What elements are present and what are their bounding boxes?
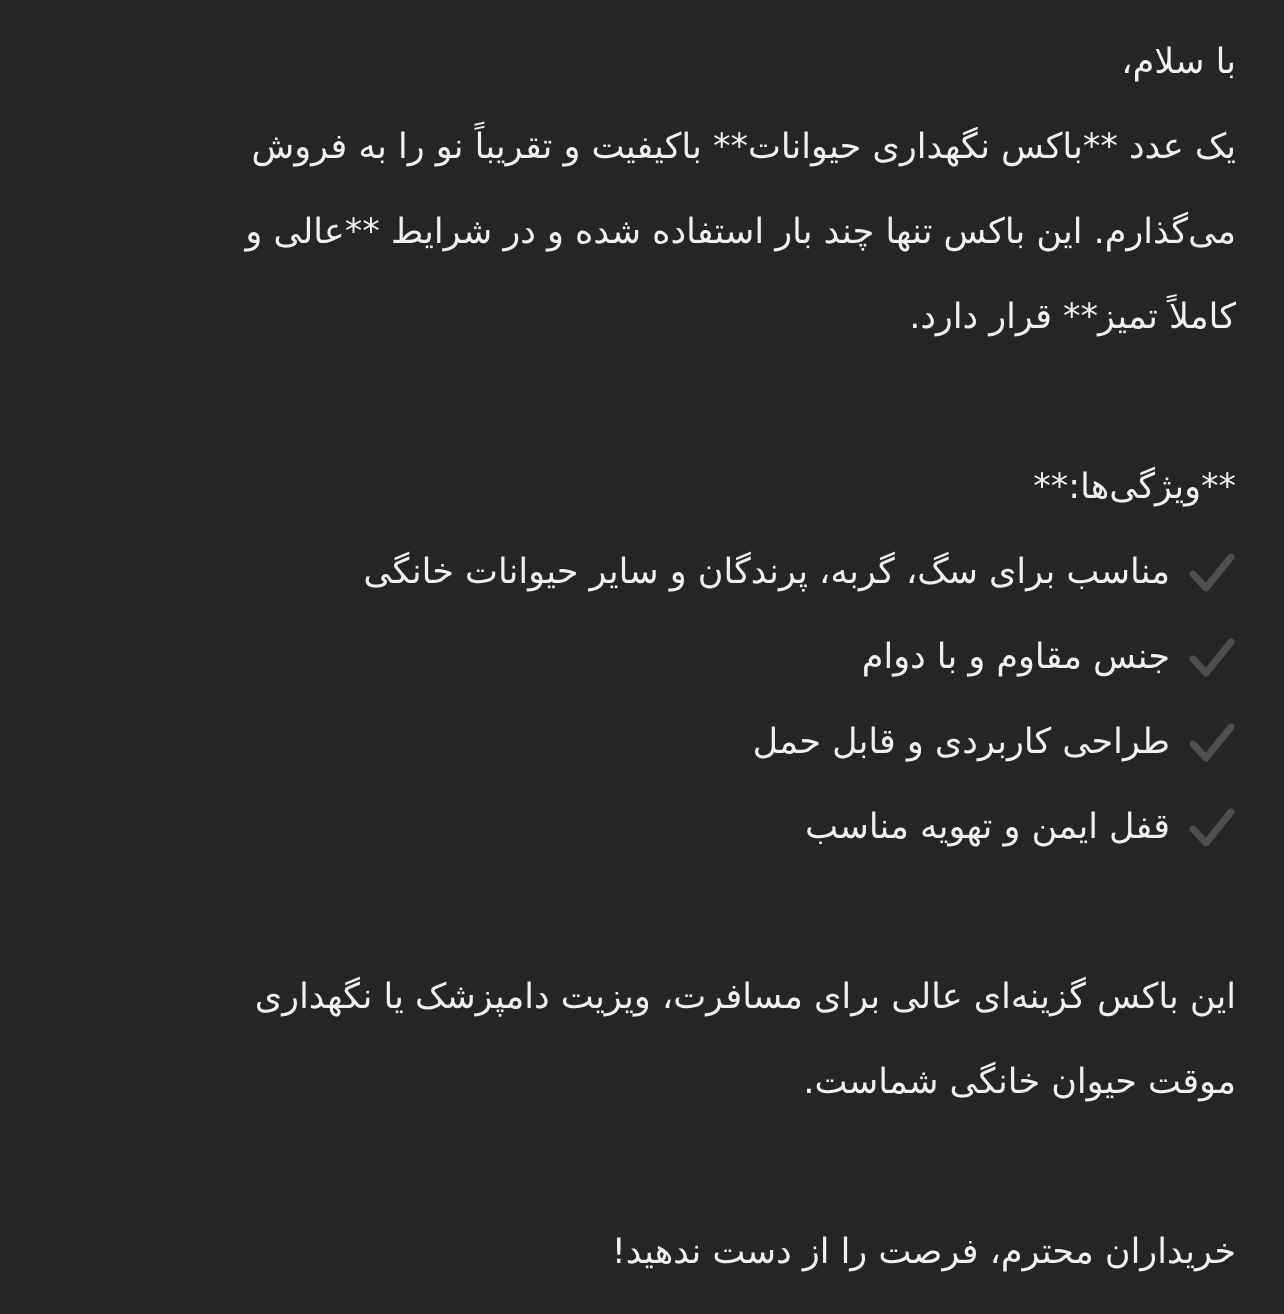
check-mark-icon xyxy=(1188,634,1236,682)
spacer xyxy=(48,360,1236,445)
check-mark-icon xyxy=(1188,549,1236,597)
intro-line-2: می‌گذارم. این باکس تنها چند بار استفاده شده و در شرایط **عالی و xyxy=(245,212,1236,252)
spacer xyxy=(48,1125,1236,1210)
feature-item xyxy=(48,530,1236,615)
intro-line-3: کاملاً تمیز** قرار دارد. xyxy=(909,297,1236,337)
check-mark-icon xyxy=(1188,719,1236,767)
feature-text: طراحی کاربردی و قابل حمل xyxy=(752,722,1170,762)
closing-line-2: موقت حیوان خانگی شماست. xyxy=(803,1062,1236,1102)
feature-text: مناسب برای سگ، گربه، پرندگان و سایر حیوانات خانگی xyxy=(363,552,1170,592)
greeting-text: با سلام، xyxy=(1121,42,1236,82)
feature-item xyxy=(48,700,1236,785)
final-call-to-action: خریداران محترم، فرصت را از دست ندهید! xyxy=(611,1232,1236,1272)
feature-item xyxy=(48,785,1236,870)
intro-line-1: یک عدد **باکس نگهداری حیوانات** باکیفیت و تقریباً نو را به فروش xyxy=(251,127,1236,167)
features-list xyxy=(48,530,1236,870)
features-heading: **ویژگی‌ها:** xyxy=(1033,467,1236,507)
check-mark-icon xyxy=(1188,804,1236,852)
feature-text: قفل ایمن و تهویه مناسب xyxy=(805,807,1170,847)
feature-item xyxy=(48,615,1236,700)
spacer xyxy=(48,870,1236,955)
feature-text: جنس مقاوم و با دوام xyxy=(861,637,1170,677)
closing-line-1: این باکس گزینه‌ای عالی برای مسافرت، ویزیت دامپزشک یا نگهداری xyxy=(254,977,1236,1017)
